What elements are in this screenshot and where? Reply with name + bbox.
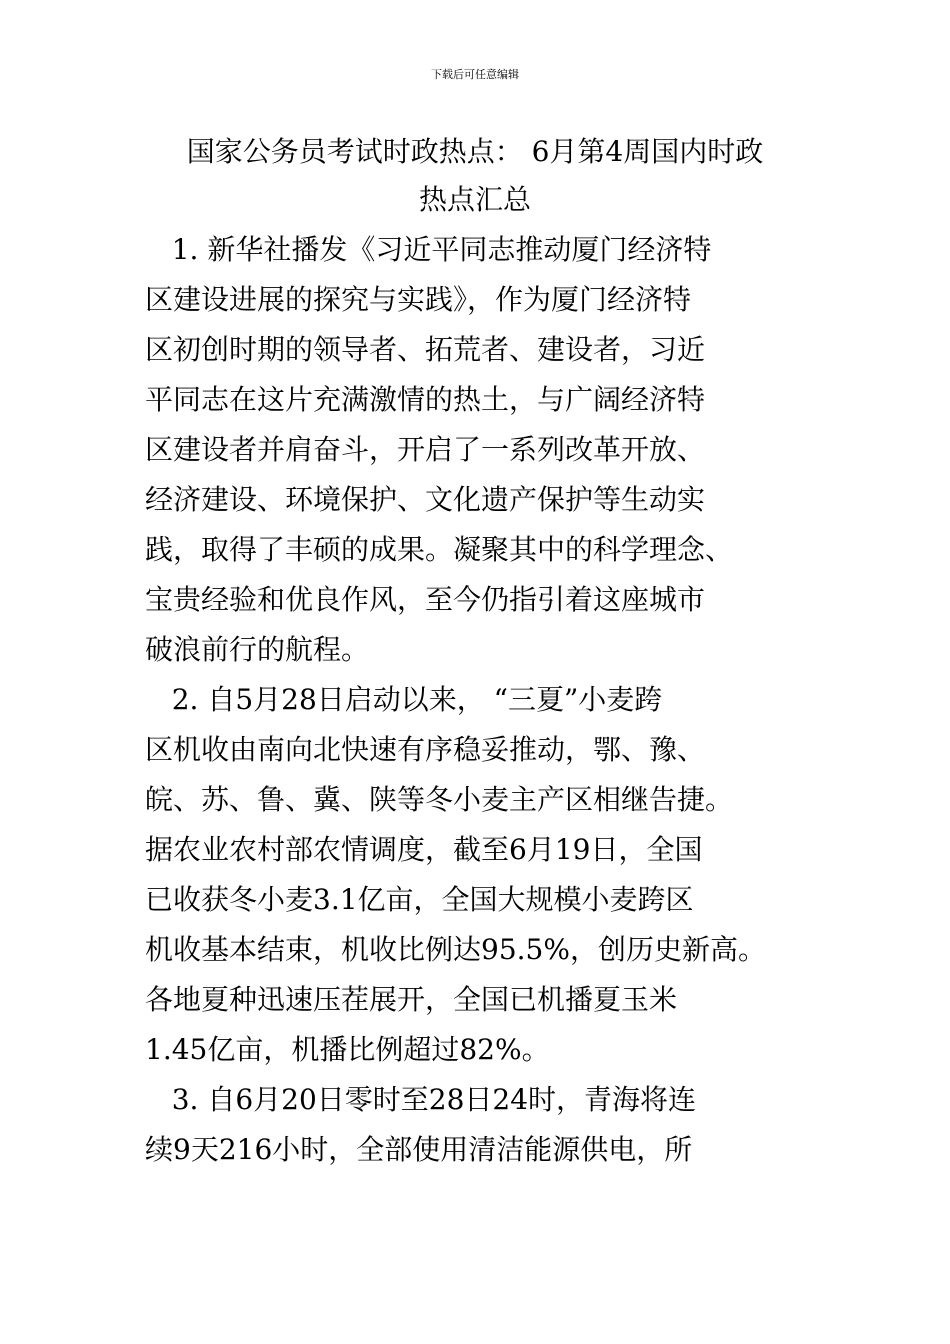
body-line: 机收基本结束，机收比例达95.5%，创历史新高。 xyxy=(145,933,766,966)
body-line: 1. 新华社播发《习近平同志推动厦门经济特 xyxy=(145,233,712,266)
body-line: 据农业农村部农情调度，截至6月19日，全国 xyxy=(145,833,703,866)
body-line: 1.45亿亩，机播比例超过82%。 xyxy=(145,1033,550,1066)
body-line: 平同志在这片充满激情的热土，与广阔经济特 xyxy=(145,383,706,416)
body-line: 践，取得了丰硕的成果。凝聚其中的科学理念、 xyxy=(145,533,734,566)
body-line: 宝贵经验和优良作风，至今仍指引着这座城市 xyxy=(145,583,706,616)
body-line: 续9天216小时，全部使用清洁能源供电，所 xyxy=(145,1133,693,1166)
document-title-line-1: 国家公务员考试时政热点： 6月第4周国内时政 xyxy=(186,135,764,168)
body-line: 皖、苏、鲁、冀、陕等冬小麦主产区相继告捷。 xyxy=(145,783,734,816)
header-note: 下载后可任意编辑 xyxy=(431,68,519,81)
body-line: 区机收由南向北快速有序稳妥推动，鄂、豫、 xyxy=(145,733,706,766)
body-line: 经济建设、环境保护、文化遗产保护等生动实 xyxy=(145,483,706,516)
body-line: 已收获冬小麦3.1亿亩，全国大规模小麦跨区 xyxy=(145,883,694,916)
body-line: 各地夏种迅速压茬展开，全国已机播夏玉米 xyxy=(145,983,678,1016)
body-line: 区建设者并肩奋斗，开启了一系列改革开放、 xyxy=(145,433,706,466)
document-title-line-2: 热点汇总 xyxy=(418,183,531,216)
body-line: 区初创时期的领导者、拓荒者、建设者，习近 xyxy=(145,333,706,366)
body-line: 区建设进展的探究与实践》，作为厦门经济特 xyxy=(145,283,692,316)
body-line: 3. 自6月20日零时至28日24时，青海将连 xyxy=(145,1083,697,1116)
body-line: 破浪前行的航程。 xyxy=(145,633,370,666)
body-line: 2. 自5月28日启动以来， “三夏”小麦跨 xyxy=(145,683,663,716)
